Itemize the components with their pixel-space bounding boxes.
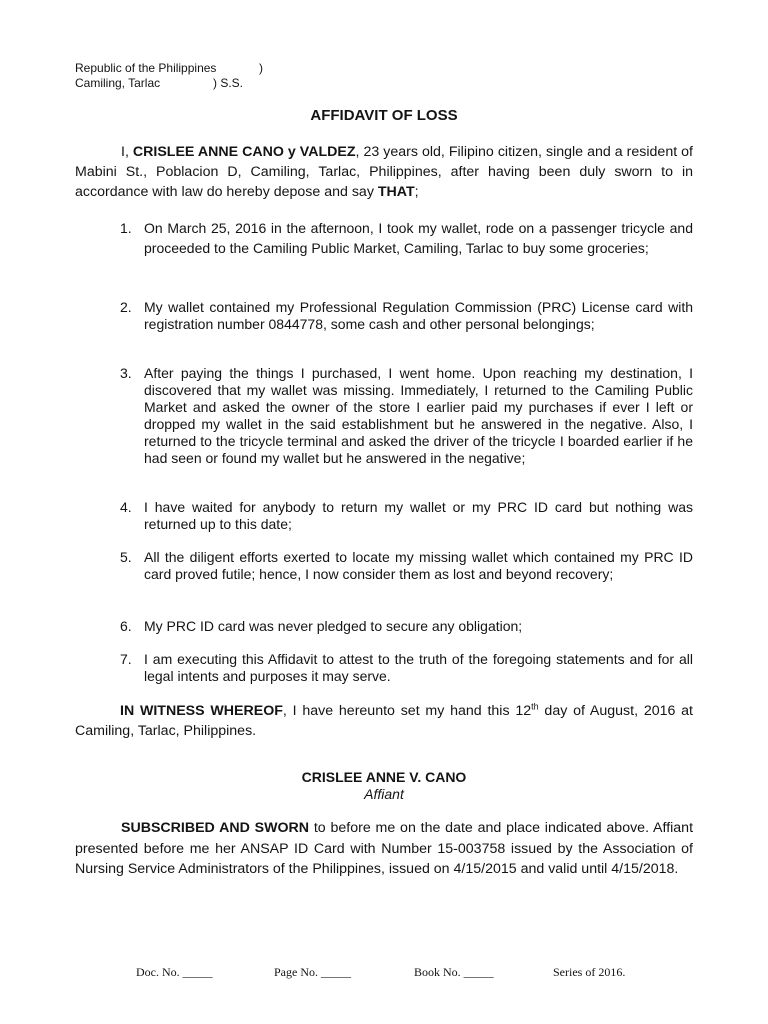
list-item [120,499,693,533]
item-text: On March 25, 2016 in the afternoon, I took my wallet, rode on a passenger tricycle and proceeded to the Camiling Public Market, Camiling, Tarlac to buy some groceries; [144,220,693,256]
item-number: 6. [120,618,132,634]
item-text: My wallet contained my Professional Regulation Commission (PRC) License card with registration number 0844778, some cash and other personal belongings; [144,299,693,332]
document-title: AFFIDAVIT OF LOSS [310,107,458,124]
list-item [120,299,693,333]
venue-city: Camiling, Tarlac [75,76,161,90]
item-number: 7. [120,651,132,667]
list-item [120,651,693,685]
item-text: I am executing this Affidavit to attest to the truth of the foregoing statements and for all legal intents and purposes it may serve. [144,651,693,684]
that-keyword: THAT [377,184,415,200]
affiant-label: Affiant [364,786,404,802]
item-number: 1. [120,220,132,236]
venue-bracket: ) [259,61,263,75]
item-text: All the diligent efforts exerted to locate my missing wallet which contained my PRC ID card proved futile; hence, I now consider them as lost and beyond recovery; [144,549,693,582]
series-year: Series of 2016. [553,965,626,979]
intro-paragraph [75,142,693,202]
signature-block [0,768,768,802]
intro-lead: I, [121,144,133,160]
doc-number: Doc. No. _____ [136,965,213,979]
list-item [120,218,693,258]
notarial-footer [0,965,768,981]
item-text: My PRC ID card was never pledged to secure any obligation; [144,618,523,634]
intro-body: , 23 years old, Filipino citizen, single and a resident of Mabini St., Poblacion D, Camiling, Tarlac, Philippines, after having been duly sworn to in accordance with law do hereby depose and say [75,144,693,200]
item-text: I have waited for anybody to return my wallet or my PRC ID card but nothing was returned up to this date; [144,499,693,532]
list-item [120,618,693,635]
page-number: Page No. _____ [274,965,351,979]
witness-text: , I have hereunto set my hand this 12 [282,703,532,719]
venue-country: Republic of the Philippines [75,61,217,75]
item-number: 5. [120,549,132,565]
affiant-full-name: CRISLEE ANNE CANO y VALDEZ [132,144,356,160]
affiant-name: CRISLEE ANNE V. CANO [301,769,467,785]
intro-end: ; [414,184,419,200]
item-number: 3. [120,365,132,381]
jurat-text: to before me on the date and place indicated above. Affiant presented before me her ANSAP ID Card with Number 15-003758 issued by the Association of Nursing Service Administrators of the Philippines, issued on 4/15/2015 and valid until 4/15/2018. [75,820,694,877]
venue-ss: ) S.S. [213,76,244,90]
ordinal-suffix: th [531,701,539,712]
jurat-heading: SUBSCRIBED AND SWORN [121,820,310,836]
list-item [120,365,693,467]
list-item [120,549,693,583]
item-number: 2. [120,299,132,315]
witness-heading: IN WITNESS WHEREOF [120,703,283,719]
witness-paragraph [75,701,693,741]
item-number: 4. [120,499,132,515]
book-number: Book No. _____ [414,965,494,979]
jurat-paragraph [75,818,693,880]
witness-text-end: day of August, 2016 at Camiling, Tarlac, Philippines. [75,703,694,739]
item-text: After paying the things I purchased, I went home. Upon reaching my destination, I discovered that my wallet was missing. Immediately, I returned to the Camiling Public Market and asked the owner of the store I earlier paid my purchases if ever I left or dropped my wallet in the said establishment but he answered in the negative. Also, I returned to the tricycle terminal and asked the driver of the tricycle I boarded earlier if he had seen or found my wallet but he answered in the negative; [144,365,693,466]
